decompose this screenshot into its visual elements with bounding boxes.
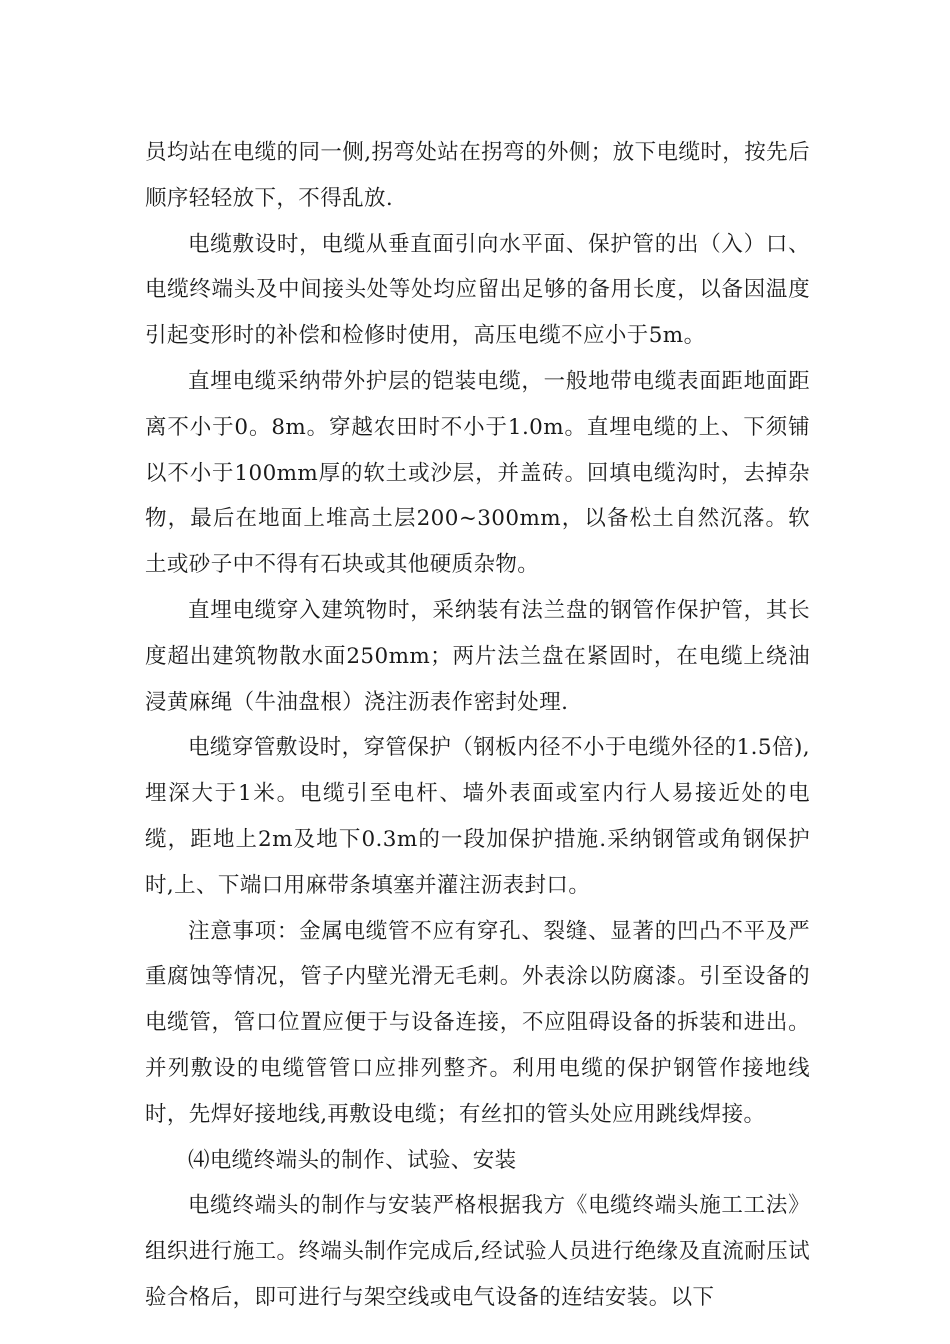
paragraph-spare-length: 电缆敷设时，电缆从垂直面引向水平面、保护管的出（入）口、电缆终端头及中间接头处等处均应留出足够的备用长度，以备因温度引起变形时的补偿和检修时使用，高压电缆不应小于5m。 <box>145 231 810 349</box>
paragraph-cable-laying-continued: 员均站在电缆的同一侧,拐弯处站在拐弯的外侧；放下电缆时，按先后顺序轻轻放下，不得乱放. <box>145 140 810 211</box>
paragraph-direct-burial: 直埋电缆采纳带外护层的铠装电缆，一般地带电缆表面距地面距离不小于0。8m。穿越农田时不小于1.0m。直埋电缆的上、下须铺以不小于100mm厚的软土或沙层，并盖砖。回填电缆沟时，去掉杂物，最后在地面上堆高土层200~300mm，以备松土自然沉落。软土或砂子中不得有石块或其他硬质杂物。 <box>145 368 810 578</box>
section-heading-terminal-head: ⑷电缆终端头的制作、试验、安装 <box>188 1147 517 1173</box>
paragraph-conduit-laying: 电缆穿管敷设时，穿管保护（钢板内径不小于电缆外径的1.5倍),埋深大于1米。电缆引至电杆、墙外表面或室内行人易接近处的电缆，距地上2m及地下0.3m的一段加保护措施.采纳钢管或角钢保护时,上、下端口用麻带条填塞并灌注沥表封口。 <box>145 735 810 898</box>
document-body <box>145 130 810 1321</box>
paragraph-building-entry: 直埋电缆穿入建筑物时，采纳装有法兰盘的钢管作保护管，其长度超出建筑物散水面250mm；两片法兰盘在紧固时，在电缆上绕油浸黄麻绳（牛油盘根）浇注沥表作密封处理. <box>145 597 810 715</box>
paragraph-precautions: 注意事项：金属电缆管不应有穿孔、裂缝、显著的凹凸不平及严重腐蚀等情况，管子内壁光滑无毛刺。外表涂以防腐漆。引至设备的电缆管，管口位置应便于与设备连接，不应阻碍设备的拆装和进出。并列敷设的电缆管管口应排列整齐。利用电缆的保护钢管作接地线时，先焊好接地线,再敷设电缆；有丝扣的管头处应用跳线焊接。 <box>145 918 810 1127</box>
paragraph-terminal-head-installation: 电缆终端头的制作与安装严格根据我方《电缆终端头施工工法》组织进行施工。终端头制作完成后,经试验人员进行绝缘及直流耐压试验合格后，即可进行与架空线或电气设备的连结安装。以下 <box>145 1193 810 1310</box>
